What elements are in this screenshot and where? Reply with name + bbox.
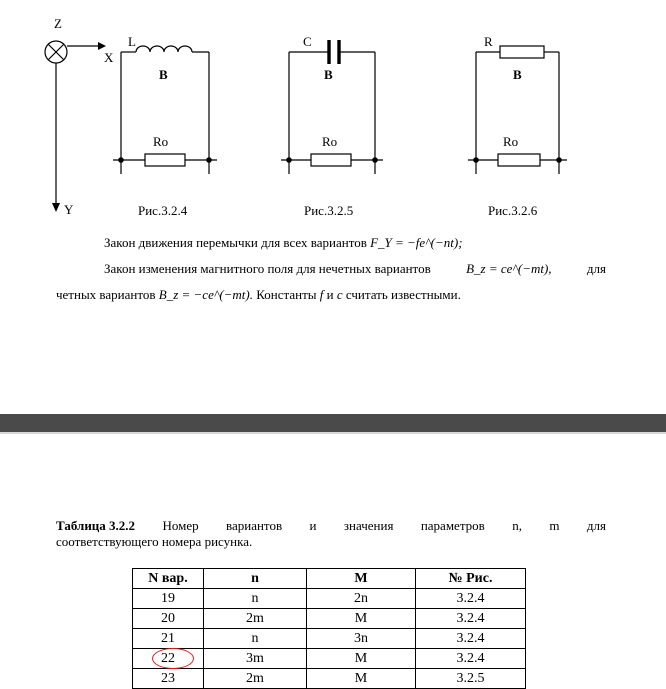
formula-bz-even: B_z = −ce^(−mt). <box>158 287 253 302</box>
resistor-r-icon <box>500 46 544 58</box>
caption-word: n, <box>512 518 522 533</box>
known-constants-text: считать известными. <box>345 287 461 302</box>
capacitor-icon <box>329 40 339 64</box>
caption-word: и <box>309 518 317 533</box>
cell-n: 2m <box>204 609 307 629</box>
table-header-row <box>133 569 526 589</box>
header-m: M <box>307 569 416 589</box>
coordinate-axes <box>45 41 100 206</box>
even-variants-text: четных вариантов <box>56 287 156 302</box>
figure-1-caption: Рис.3.2.4 <box>138 203 188 218</box>
figure-1-element-label: L <box>128 34 136 49</box>
constants-text: Константы <box>256 287 317 302</box>
caption-word: Номер <box>162 518 199 533</box>
cell-figure: 3.2.4 <box>416 629 526 649</box>
cell-m: 2n <box>307 589 416 609</box>
table-row-highlighted <box>133 649 526 669</box>
figure-1-resistor-label: Ro <box>153 134 169 149</box>
table-caption-line-2: соответствующего номера рисунка. <box>56 534 253 549</box>
figure-2-field-label: B <box>324 67 333 82</box>
y-axis-arrow-icon <box>52 203 60 212</box>
caption-word: параметров <box>420 518 485 533</box>
caption-word: вариантов <box>226 518 283 533</box>
formula-bz-odd: B_z = ce^(−mt), <box>466 261 552 276</box>
cell-figure: 3.2.4 <box>416 589 526 609</box>
figure-resistor-circuit <box>468 34 567 218</box>
page-separator <box>0 414 666 432</box>
cell-m: M <box>307 649 416 669</box>
figure-capacitor-circuit <box>281 34 383 218</box>
cell-figure: 3.2.4 <box>416 649 526 669</box>
inductor-coil-icon <box>136 46 192 52</box>
cell-variant: 21 <box>133 629 204 649</box>
axis-x-label: X <box>104 50 114 65</box>
figure-inductor-circuit <box>113 34 217 218</box>
constant-f: f <box>319 287 324 302</box>
caption-word: m <box>549 518 560 533</box>
even-variants-line <box>56 287 461 303</box>
figure-2-element-label: C <box>303 34 312 49</box>
formula-fy: F_Y = −fe^(−nt); <box>370 235 463 250</box>
parameters-table <box>132 568 526 689</box>
cell-figure: 3.2.4 <box>416 609 526 629</box>
field-law-text: Закон изменения магнитного поля для нечетных вариантов <box>104 261 431 276</box>
table-label: Таблица 3.2.2 <box>56 518 136 533</box>
cell-variant: 20 <box>133 609 204 629</box>
figure-3-caption: Рис.3.2.6 <box>488 203 538 218</box>
figure-3-field-label: B <box>513 67 522 82</box>
resistor-ro-icon <box>145 154 185 166</box>
figure-3-resistor-label: Ro <box>503 134 519 149</box>
cell-variant-circled <box>133 649 204 669</box>
table-caption <box>56 518 606 550</box>
conjunction-text: и <box>326 287 334 302</box>
cell-m: M <box>307 669 416 689</box>
table-row <box>133 589 526 609</box>
motion-law-text: Закон движения перемычки для всех вариантов <box>104 235 367 250</box>
figure-2-caption: Рис.3.2.5 <box>304 203 354 218</box>
red-circle-highlight: 22 <box>161 650 175 666</box>
table-caption-line-1 <box>56 518 606 534</box>
caption-word: для <box>586 518 606 533</box>
circuit-figures <box>0 0 666 230</box>
motion-law-line <box>104 235 463 251</box>
cell-variant: 19 <box>133 589 204 609</box>
cell-variant: 23 <box>133 669 204 689</box>
field-law-line <box>104 261 606 277</box>
axis-y-label: Y <box>64 202 74 217</box>
table-row <box>133 609 526 629</box>
cell-n: n <box>204 589 307 609</box>
header-variant: N вар. <box>133 569 204 589</box>
caption-word: значения <box>343 518 394 533</box>
x-axis-arrow-icon <box>98 42 106 50</box>
table-row <box>133 669 526 689</box>
figure-1-field-label: B <box>159 67 168 82</box>
field-law-continuation: для <box>586 261 606 276</box>
header-figure: № Рис. <box>416 569 526 589</box>
table-row <box>133 629 526 649</box>
figure-3-element-label: R <box>484 34 493 49</box>
cell-n: 2m <box>204 669 307 689</box>
figure-2-resistor-label: Ro <box>322 134 338 149</box>
header-n: n <box>204 569 307 589</box>
cell-figure: 3.2.5 <box>416 669 526 689</box>
cell-n: 3m <box>204 649 307 669</box>
cell-m: 3n <box>307 629 416 649</box>
axis-z-label: Z <box>54 16 62 31</box>
constant-c: c <box>336 287 343 302</box>
cell-n: n <box>204 629 307 649</box>
resistor-ro-icon <box>498 154 540 166</box>
resistor-ro-icon <box>311 154 351 166</box>
cell-m: M <box>307 609 416 629</box>
